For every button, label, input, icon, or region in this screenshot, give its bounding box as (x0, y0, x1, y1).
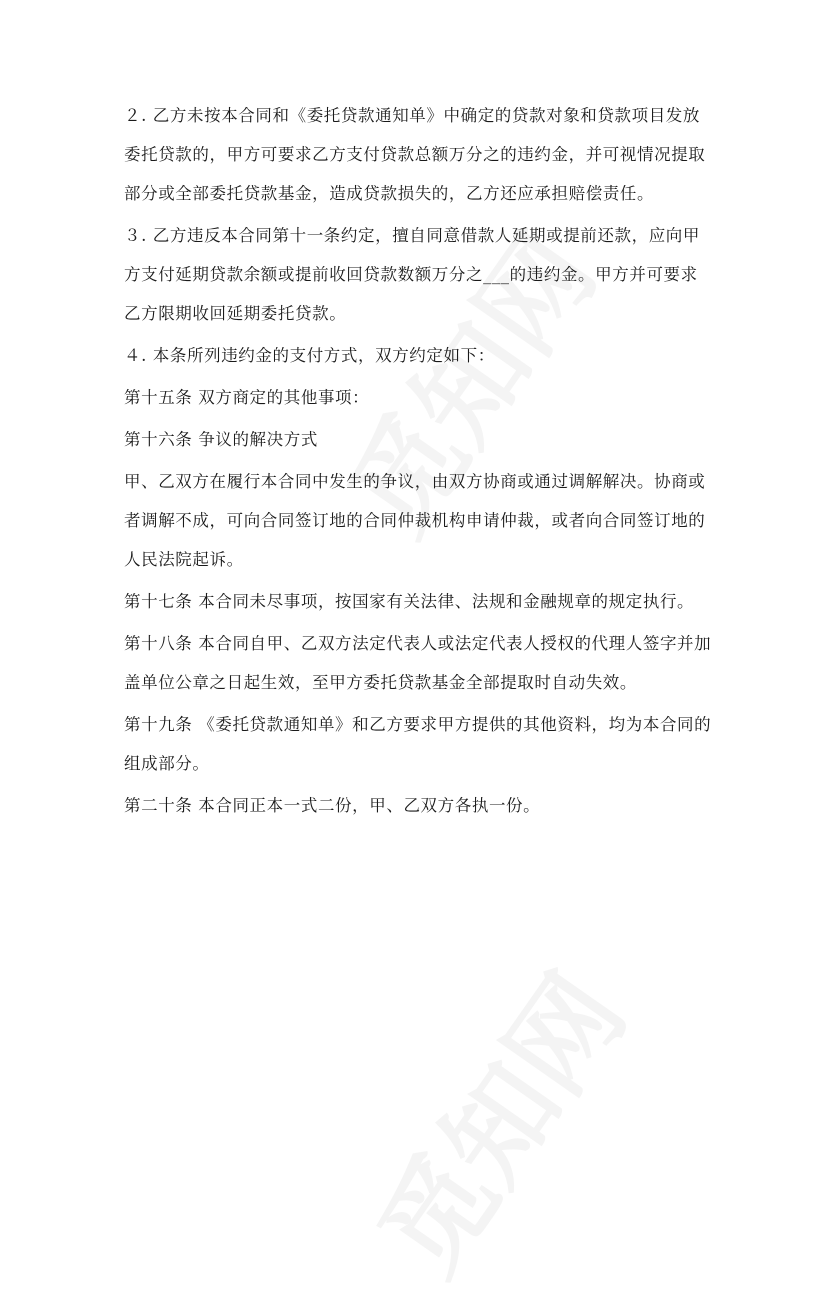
article-20: 第二十条 本合同正本一式二份，甲、乙双方各执一份。 (124, 796, 541, 815)
contract-body (124, 96, 714, 828)
article-16-heading: 第十六条 争议的解决方式 (124, 430, 318, 449)
article-18: 第十八条 本合同自甲、乙双方法定代表人或法定代表人授权的代理人签字并加盖单位公章之日起生效，至甲方委托贷款基金全部提取时自动失效。 (124, 634, 712, 692)
article-17: 第十七条 本合同未尽事项，按国家有关法律、法规和金融规章的规定执行。 (124, 592, 695, 611)
article-15-heading: 第十五条 双方商定的其他事项： (124, 388, 370, 407)
clause-3-extension-penalty: ３. 乙方违反本合同第十一条约定，擅自同意借款人延期或提前还款，应向甲方支付延期贷款余额或提前收回贷款数额万分之___的违约金。甲方并可要求乙方限期收回延期委托贷款。 (124, 226, 700, 323)
clause-2-liquidated-damages: ２. 乙方未按本合同和《委托贷款通知单》中确定的贷款对象和贷款项目发放委托贷款的，甲方可要求乙方支付贷款总额万分之的违约金，并可视情况提取部分或全部委托贷款基金，造成贷款损失的，乙方还应承担赔偿责任。 (124, 106, 706, 203)
article-16-body: 甲、乙双方在履行本合同中发生的争议，由双方协商或通过调解解决。协商或者调解不成，可向合同签订地的合同仲裁机构申请仲裁，或者向合同签订地的人民法院起诉。 (124, 472, 706, 569)
watermark (336, 939, 655, 1299)
article-19: 第十九条 《委托贷款通知单》和乙方要求甲方提供的其他资料，均为本合同的组成部分。 (124, 715, 712, 773)
clause-4-payment-method: ４. 本条所列违约金的支付方式，双方约定如下： (124, 346, 495, 365)
